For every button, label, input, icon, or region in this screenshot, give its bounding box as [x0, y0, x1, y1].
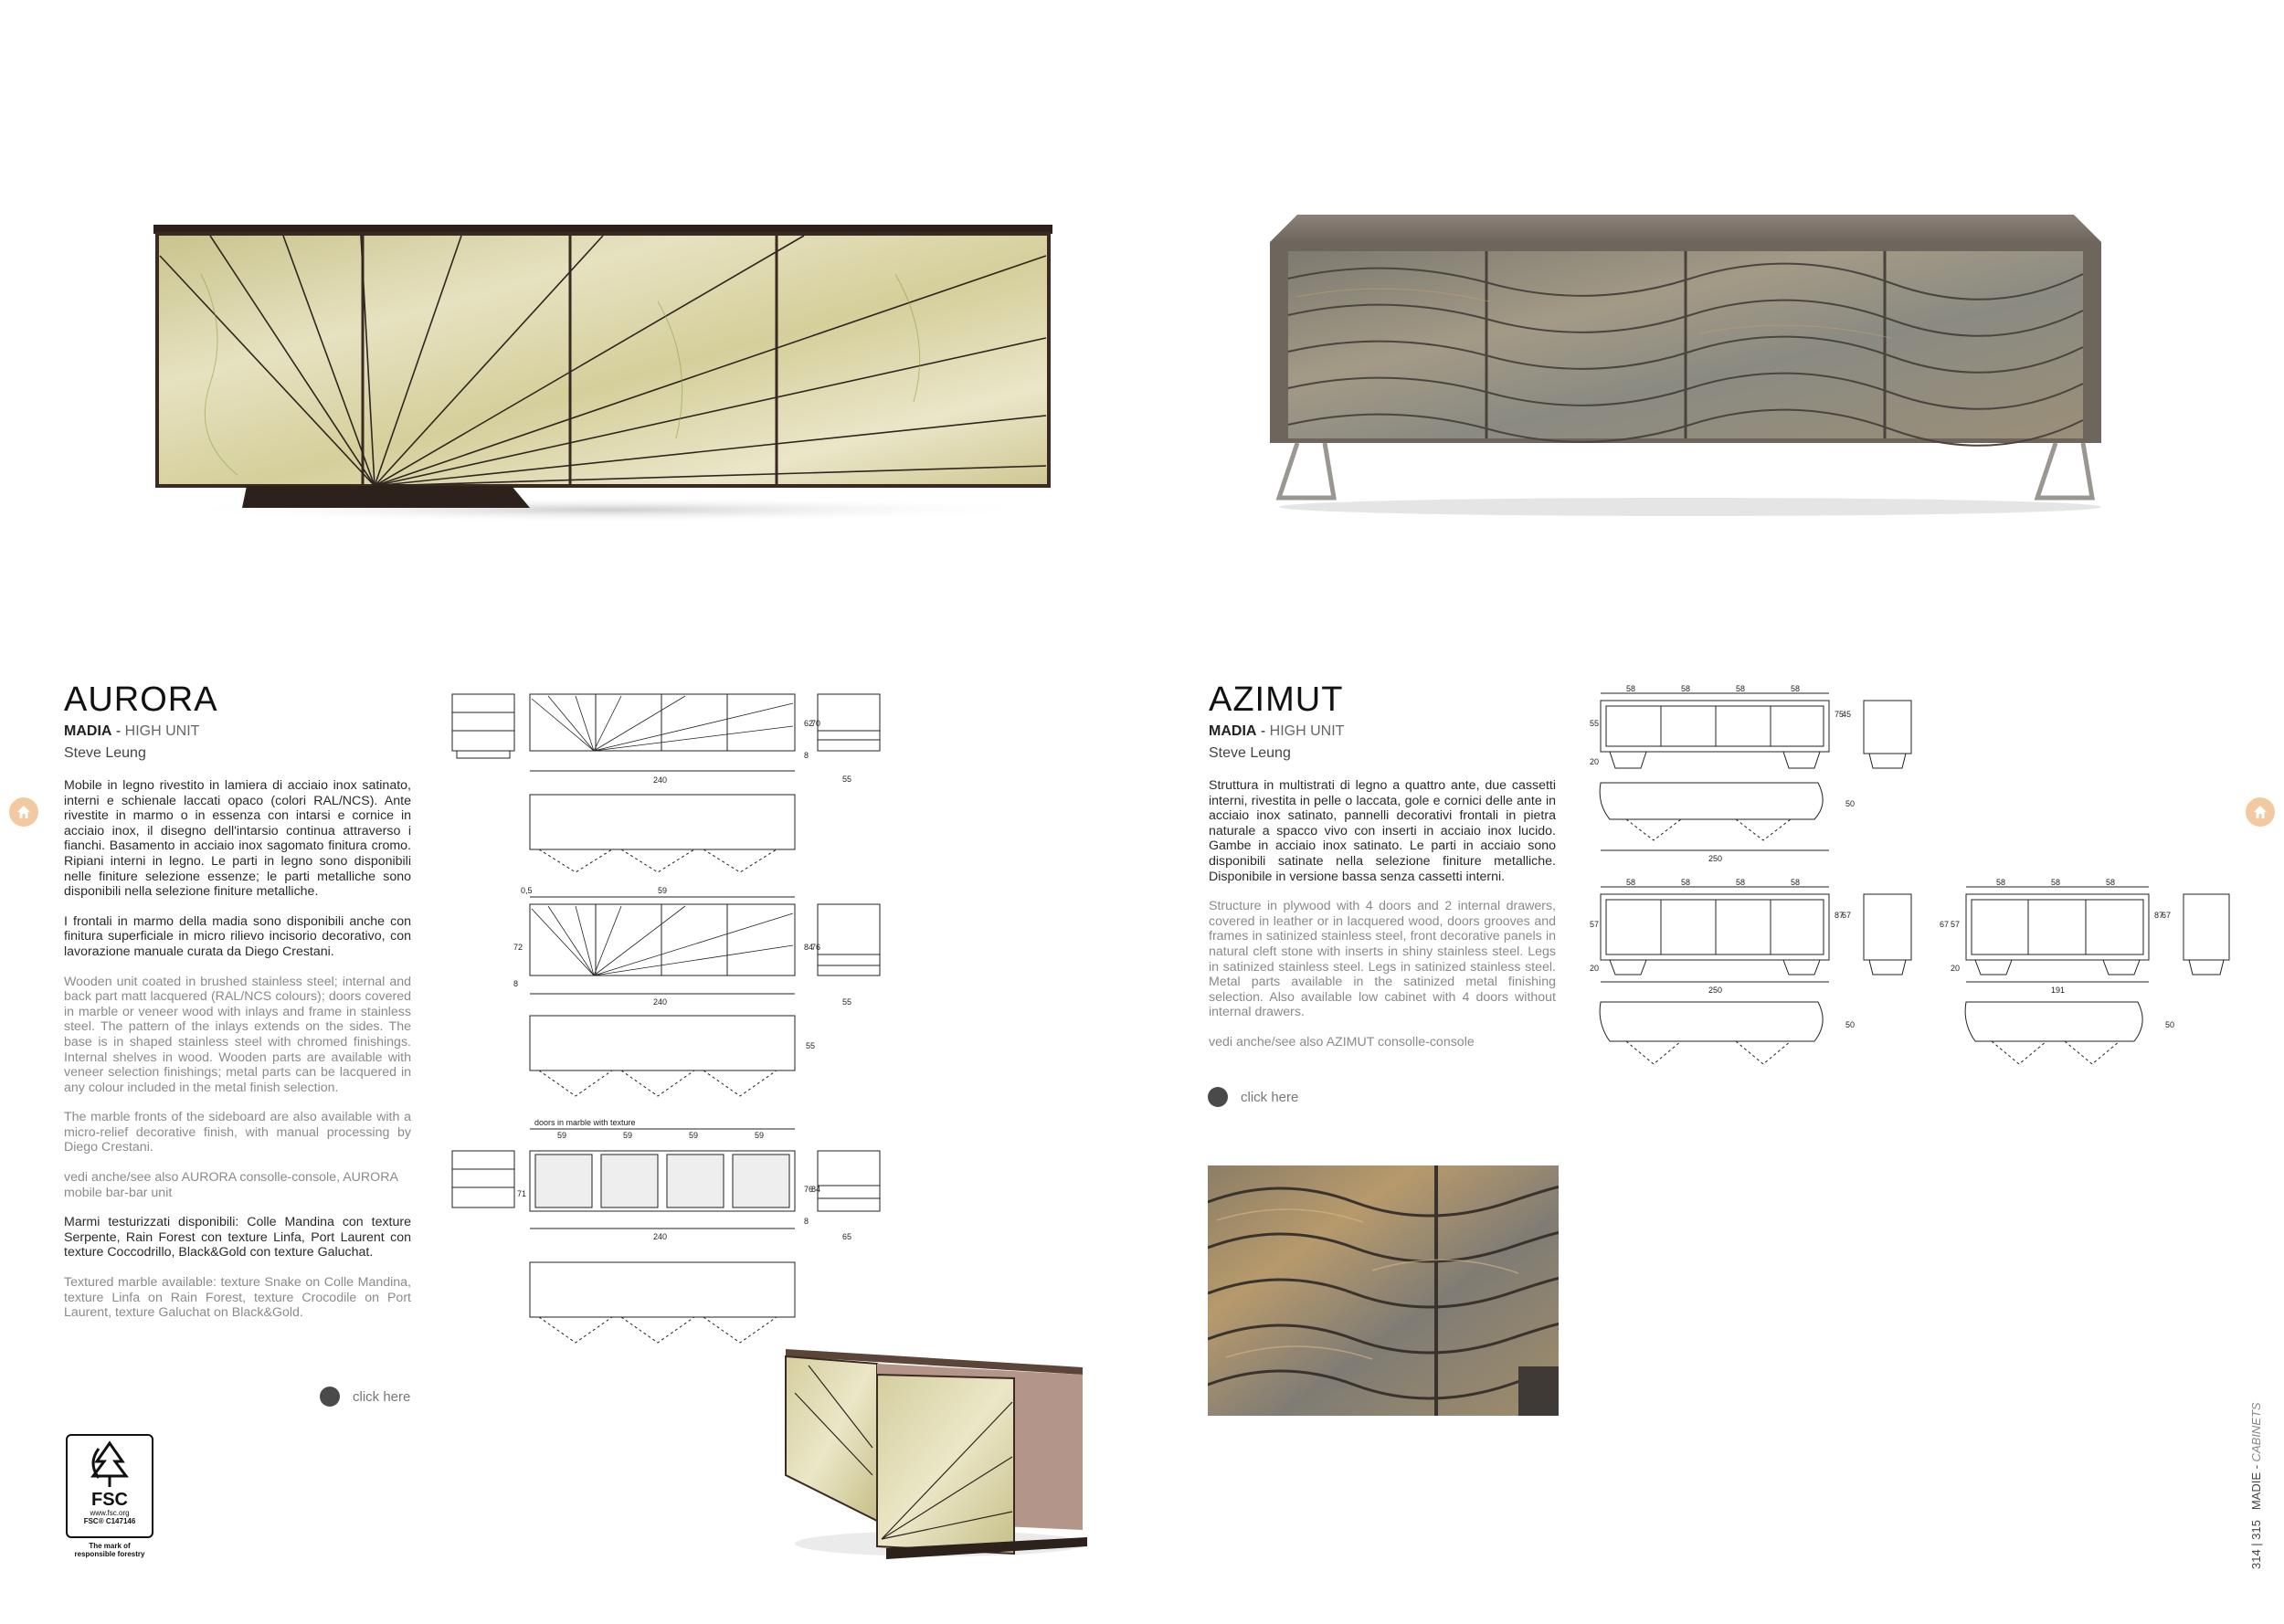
aurora-marble-it: Marmi testurizzati disponibili: Colle Mandina con texture Serpente, Rain Forest con texture Linfa, Port Laurent con texture Coccodrillo, Black&Gold con texture Galuchat. — [64, 1215, 411, 1260]
aurora-d2-h3: 84 — [804, 943, 814, 952]
aurora-d1-h2: 70 — [811, 719, 821, 728]
azimut-d3-h5: 67 — [2162, 911, 2172, 920]
aurora-d3-h4: 8 — [804, 1217, 809, 1226]
home-icon — [16, 804, 32, 820]
bullet-dot-icon — [1208, 1087, 1228, 1107]
azimut-type-light: HIGH UNIT — [1269, 723, 1345, 739]
azimut-click-here[interactable] — [1208, 1087, 1298, 1107]
aurora-d2-b: 59 — [658, 886, 668, 895]
aurora-desc-it-2: I frontali in marmo della madia sono disponibili anche con finitura superficiale in micro rilievo incisorio decorativo, con lavorazione manuale curata da Diego Crestani. — [64, 913, 411, 959]
azimut-d1-width: 250 — [1708, 854, 1723, 863]
azimut-d3-plan: 50 — [2165, 1020, 2175, 1029]
aurora-d3-h1: 71 — [517, 1189, 527, 1198]
azimut-d1-h3: 75 — [1835, 710, 1845, 719]
azimut-photo — [1261, 206, 2120, 521]
fsc-name: FSC — [91, 1490, 128, 1510]
azimut-d3-h1: 67 — [1940, 920, 1950, 929]
azimut-d3-width: 191 — [2051, 986, 2066, 995]
azimut-d3-h2: 57 — [1951, 920, 1961, 929]
aurora-d1-depth: 55 — [842, 775, 852, 784]
azimut-d1-h2: 20 — [1590, 757, 1600, 766]
azimut-type-bold: MADIA — [1209, 723, 1257, 739]
azimut-d2-door-2: 58 — [1681, 878, 1691, 887]
azimut-d2-h4: 67 — [1842, 911, 1852, 920]
fsc-logo — [64, 1434, 155, 1558]
fsc-mark-1: The mark of — [89, 1542, 131, 1550]
azimut-d3-door-3: 58 — [2106, 878, 2116, 887]
aurora-d3-depth: 65 — [842, 1232, 852, 1241]
home-button-left[interactable] — [9, 797, 38, 827]
aurora-d2-a: 0,5 — [521, 886, 533, 895]
aurora-drawings — [448, 685, 904, 1379]
aurora-d1-h3: 8 — [804, 751, 809, 760]
azimut-d1-door-3: 58 — [1736, 684, 1746, 693]
aurora-see-also: vedi anche/see also AURORA consolle-console, AURORA mobile bar-bar unit — [64, 1170, 398, 1200]
aurora-designer: Steve Leung — [64, 745, 146, 761]
azimut-d2-door-1: 58 — [1626, 878, 1636, 887]
page-footer: 314 | 315 MADIE - CABINETS — [2249, 1402, 2263, 1569]
azimut-drawings — [1590, 680, 2247, 1110]
aurora-d3-door-1: 59 — [557, 1131, 567, 1140]
azimut-d2-door-3: 58 — [1736, 878, 1746, 887]
azimut-click-label: click here — [1241, 1089, 1299, 1105]
azimut-see-also: vedi anche/see also AZIMUT consolle-console — [1209, 1034, 1475, 1049]
azimut-d3-door-1: 58 — [1996, 878, 2006, 887]
azimut-d2-h2: 20 — [1590, 964, 1600, 973]
azimut-desc-it: Struttura in multistrati di legno a quattro ante, due cassetti interni, rivestita in pelle o laccata, gole e cornici delle ante in acciaio inox satinato, pannelli decorativi frontali in pietra naturale a spacco vivo con inserti in acciaio inox lucido. Gambe in acciaio inox satinato. Le parti in acciaio sono disponibili satinate nella selezione finiture metalliche. Disponibile in versione bassa senza cassetti interni. — [1209, 778, 1556, 884]
aurora-type-sep: - — [111, 723, 125, 739]
fsc-code: FSC® C147146 — [83, 1517, 136, 1525]
page-numbers: 314 | 315 — [2249, 1520, 2263, 1569]
aurora-d3-h3: 84 — [811, 1185, 821, 1194]
azimut-type-sep: - — [1256, 723, 1270, 739]
aurora-d1-width: 240 — [653, 775, 668, 785]
azimut-d2-h3: 87 — [1835, 911, 1845, 920]
aurora-desc-en-2: The marble fronts of the sideboard are also available with a micro-relief decorative finish, with manual processing by Diego Crestani. — [64, 1110, 411, 1155]
fsc-tree-icon — [68, 1436, 152, 1491]
aurora-d1-h1: 62 — [804, 719, 814, 728]
aurora-desc-en-1: Wooden unit coated in brushed stainless steel; internal and back part matt lacquered (RAL/NCS colours); doors covered in marble or veneer wood with inlays and frame in stainless steel. The pattern of the inlays extends on the sides. The base is in shaped stainless steel with chromed finishings. Internal shelves in wood. Wooden parts are available with veneer selection finishings; metal parts can be lacquered in any colour included in the metal finish selection. — [64, 974, 411, 1095]
aurora-d3-width: 240 — [653, 1232, 668, 1241]
azimut-d2-door-4: 58 — [1791, 878, 1801, 887]
aurora-click-here[interactable] — [320, 1387, 410, 1407]
home-button-right[interactable] — [2246, 797, 2275, 827]
section-title: MADIE — [2249, 1472, 2263, 1511]
aurora-click-label: click here — [353, 1388, 411, 1405]
azimut-d3-h4: 87 — [2154, 911, 2164, 920]
fsc-mark-2: responsible forestry — [74, 1550, 145, 1558]
bullet-dot-icon — [320, 1387, 340, 1407]
azimut-d3-h3: 20 — [1951, 964, 1961, 973]
fsc-url: www.fsc.org — [90, 1509, 130, 1517]
azimut-detail-photo — [1208, 1165, 1559, 1416]
aurora-type — [64, 723, 411, 740]
aurora-photo — [146, 219, 1069, 530]
aurora-d2-h1: 72 — [513, 943, 523, 952]
azimut-title: AZIMUT — [1209, 680, 1344, 719]
azimut-desc-en: Structure in plywood with 4 doors and 2 internal drawers, covered in leather or in lacquered wood, doors grooves and frames in satinized stainless steel, front decorative panels in natural cleft stone with inserts in shiny stainless steel. Legs in satinized stainless steel. Legs in satinized stainless steel. Metal parts available in the satinized metal finishing selection. Also available low cabinet with 4 doors without internal drawers. — [1209, 899, 1556, 1020]
azimut-d2-h1: 57 — [1590, 920, 1600, 929]
aurora-marble-en: Textured marble available: texture Snake on Colle Mandina, texture Linfa on Rain Forest, texture Crocodile on Port Laurent, texture Galuchat on Black&Gold. — [64, 1275, 411, 1321]
azimut-d2-plan: 50 — [1845, 1020, 1856, 1029]
aurora-d3-h2: 76 — [804, 1185, 814, 1194]
azimut-d1-door-1: 58 — [1626, 684, 1636, 693]
azimut-d1-plan: 50 — [1845, 799, 1856, 808]
aurora-d3-door-2: 59 — [623, 1131, 633, 1140]
aurora-d2-h4: 76 — [811, 943, 821, 952]
azimut-designer: Steve Leung — [1209, 745, 1291, 761]
aurora-d3-door-4: 59 — [755, 1131, 765, 1140]
aurora-d2-h2: 8 — [513, 979, 519, 988]
aurora-title: AURORA — [64, 680, 218, 719]
azimut-d2-width: 250 — [1708, 986, 1723, 995]
azimut-d1-h4: 45 — [1842, 710, 1852, 719]
aurora-type-bold: MADIA — [64, 723, 112, 739]
azimut-d1-door-4: 58 — [1791, 684, 1801, 693]
azimut-d1-h1: 55 — [1590, 719, 1600, 728]
aurora-type-light: HIGH UNIT — [124, 723, 200, 739]
home-icon — [2252, 804, 2268, 820]
aurora-d2-width: 240 — [653, 997, 668, 1007]
azimut-d1-door-2: 58 — [1681, 684, 1691, 693]
azimut-type — [1209, 723, 1556, 740]
aurora-perspective-photo — [758, 1338, 1096, 1566]
azimut-text-block — [1209, 680, 1556, 1065]
aurora-d2-plan-depth: 55 — [806, 1041, 816, 1050]
aurora-d3-note: doors in marble with texture — [534, 1118, 636, 1127]
aurora-desc-it-1: Mobile in legno rivestito in lamiera di acciaio inox satinato, interni e schienale laccati opaco (colori RAL/NCS). Ante rivestite in marmo o in essenza con intarsi e cornice in acciaio inox, il disegno dell'intarsio continua attraverso i fianchi. Basamento in acciaio inox sagomato finitura cromo. Ripiani interni in legno. Le parti in legno sono disponibili nelle finiture selezione essenze; le parti metalliche sono disponibili nella selezione finiture metalliche. — [64, 778, 411, 900]
aurora-text-block — [64, 680, 411, 1335]
section-subtitle: CABINETS — [2249, 1402, 2263, 1462]
aurora-d3-door-3: 59 — [689, 1131, 699, 1140]
azimut-d3-door-2: 58 — [2051, 878, 2061, 887]
aurora-d2-depth: 55 — [842, 997, 852, 1007]
